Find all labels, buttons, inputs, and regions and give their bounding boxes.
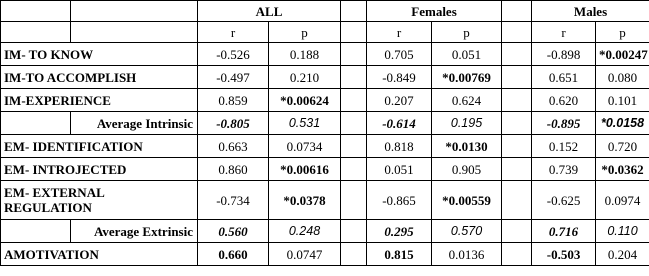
header-all-p: p	[269, 22, 341, 43]
females-p-value: *0.0130	[432, 135, 502, 158]
header-all: ALL	[198, 1, 341, 22]
stat-header-row	[1, 22, 649, 43]
all-p-value: 0.248	[288, 224, 321, 238]
row-label	[1, 181, 198, 220]
header-males-p: p	[596, 22, 649, 43]
all-r-value: -0.805	[216, 115, 250, 131]
males-p-value: 0.110	[607, 224, 638, 238]
spacer-cell	[502, 135, 532, 158]
males-p-value: *0.0362	[596, 158, 649, 181]
all-p-value: 0.0747	[269, 243, 341, 266]
all-r-value: -0.526	[198, 43, 269, 66]
females-r-value: -0.865	[367, 181, 432, 220]
spacer-cell	[502, 220, 532, 243]
row-label: EM- IDENTIFICATION	[1, 135, 198, 158]
row-label-line2: REGULATION	[4, 200, 92, 215]
spacer-cell	[341, 135, 367, 158]
females-r-value: 0.815	[367, 243, 432, 266]
males-r-value: 0.716	[548, 223, 579, 239]
females-p-value: *0.00559	[432, 181, 502, 220]
males-r-value: -0.625	[532, 181, 596, 220]
table-row	[1, 66, 649, 89]
row-label: AMOTIVATION	[1, 243, 198, 266]
all-p-value: 0.0734	[269, 135, 341, 158]
all-r-value: 0.860	[198, 158, 269, 181]
spacer-cell	[341, 181, 367, 220]
header-all-r: r	[198, 22, 269, 43]
header-males: Males	[532, 1, 649, 22]
table-row	[1, 89, 649, 112]
blank-cell	[1, 22, 71, 43]
spacer-cell	[502, 1, 532, 22]
row-label: Average Extrinsic	[71, 220, 198, 243]
spacer-cell	[502, 243, 532, 266]
males-p-value: 0.0974	[596, 181, 649, 220]
males-p-value: 0.080	[596, 66, 649, 89]
spacer-cell	[341, 22, 367, 43]
average-row	[1, 220, 649, 243]
header-females-r: r	[367, 22, 432, 43]
spacer-cell	[341, 112, 367, 135]
table-row	[1, 158, 649, 181]
males-r-value: 0.651	[532, 66, 596, 89]
all-r-value: 0.859	[198, 89, 269, 112]
spacer-cell	[341, 89, 367, 112]
males-p-value: 0.101	[596, 89, 649, 112]
spacer-cell	[502, 22, 532, 43]
all-p-value: 0.188	[269, 43, 341, 66]
spacer-cell	[341, 43, 367, 66]
blank-cell	[71, 22, 198, 43]
males-r-value: 0.620	[532, 89, 596, 112]
all-r-value: -0.734	[198, 181, 269, 220]
females-p-value: 0.624	[432, 89, 502, 112]
table-row	[1, 181, 649, 220]
females-p-value: 0.905	[432, 158, 502, 181]
spacer-cell	[502, 181, 532, 220]
females-r-value: 0.207	[367, 89, 432, 112]
all-p-value: 0.531	[288, 116, 321, 130]
females-r-value: 0.051	[367, 158, 432, 181]
row-label: Average Intrinsic	[71, 112, 198, 135]
average-row	[1, 112, 649, 135]
spacer-cell	[341, 1, 367, 22]
males-p-value: 0.204	[596, 243, 649, 266]
table-row	[1, 43, 649, 66]
spacer-cell	[341, 158, 367, 181]
group-header-row	[1, 1, 649, 22]
females-r-value: 0.295	[384, 223, 414, 239]
row-label: IM-TO ACCOMPLISH	[1, 66, 198, 89]
males-r-value: -0.898	[532, 43, 596, 66]
spacer-cell	[341, 66, 367, 89]
all-p-value: *0.0378	[269, 181, 341, 220]
all-p-value: *0.00616	[269, 158, 341, 181]
blank-cell	[1, 112, 71, 135]
blank-cell	[1, 1, 71, 22]
all-r-value: 0.560	[218, 223, 248, 239]
spacer-cell	[502, 66, 532, 89]
all-r-value: 0.663	[198, 135, 269, 158]
spacer-cell	[502, 112, 532, 135]
table-row	[1, 135, 649, 158]
females-p-value: 0.051	[432, 43, 502, 66]
females-r-value: -0.849	[367, 66, 432, 89]
spacer-cell	[502, 43, 532, 66]
males-r-value: 0.152	[532, 135, 596, 158]
females-r-value: -0.614	[382, 115, 416, 131]
females-p-value: 0.0136	[432, 243, 502, 266]
spacer-cell	[502, 158, 532, 181]
males-p-value: *0.0158	[600, 116, 645, 130]
males-r-value: 0.739	[532, 158, 596, 181]
females-p-value: 0.570	[450, 224, 483, 238]
spacer-cell	[502, 89, 532, 112]
row-label: EM- INTROJECTED	[1, 158, 198, 181]
females-p-value: *0.00769	[432, 66, 502, 89]
females-p-value: 0.195	[450, 116, 483, 130]
all-p-value: *0.00624	[269, 89, 341, 112]
males-r-value: -0.895	[546, 115, 581, 131]
females-r-value: 0.818	[367, 135, 432, 158]
spacer-cell	[341, 220, 367, 243]
blank-cell	[1, 220, 71, 243]
males-r-value: -0.503	[532, 243, 596, 266]
row-label: IM-EXPERIENCE	[1, 89, 198, 112]
males-p-value: 0.720	[596, 135, 649, 158]
table-row	[1, 243, 649, 266]
females-r-value: 0.705	[367, 43, 432, 66]
header-females: Females	[367, 1, 502, 22]
males-p-value: *0.00247	[596, 43, 649, 66]
spacer-cell	[341, 243, 367, 266]
row-label: IM- TO KNOW	[1, 43, 198, 66]
header-males-r: r	[532, 22, 596, 43]
all-p-value: 0.210	[269, 66, 341, 89]
blank-cell	[71, 1, 198, 22]
all-r-value: 0.660	[198, 243, 269, 266]
header-females-p: p	[432, 22, 502, 43]
row-label-line1: EM- EXTERNAL	[4, 185, 105, 200]
all-r-value: -0.497	[198, 66, 269, 89]
